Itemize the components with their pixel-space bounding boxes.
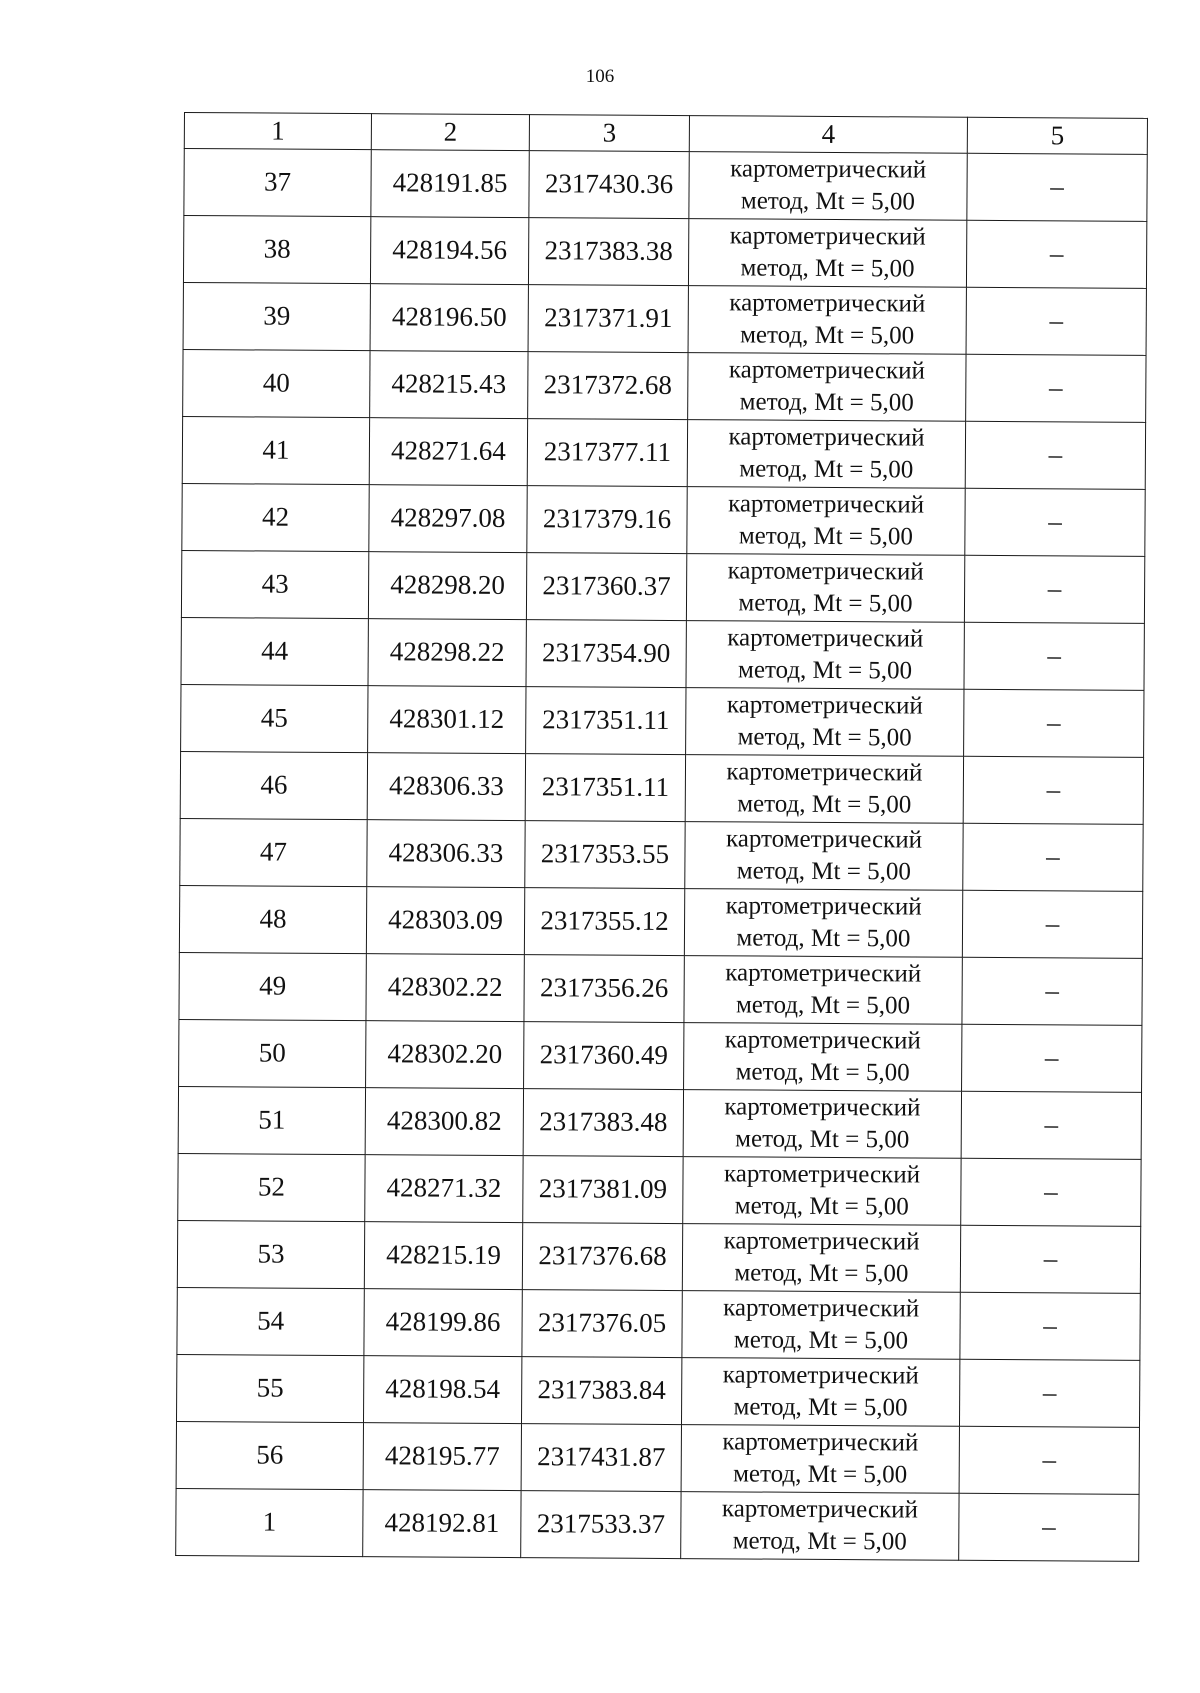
note-cell: –	[964, 622, 1144, 690]
method-cell	[686, 621, 964, 690]
point-number-cell: 40	[183, 349, 370, 417]
x-coordinate-cell: 428199.86	[364, 1289, 522, 1357]
method-line-2: метод, Mt = 5,00	[733, 1326, 909, 1355]
note-cell: –	[965, 421, 1145, 489]
method-line-2: метод, Mt = 5,00	[740, 254, 915, 283]
method-line-2: метод, Mt = 5,00	[737, 656, 913, 685]
y-coordinate-cell: 2317376.05	[522, 1290, 682, 1358]
x-coordinate-cell: 428303.09	[366, 887, 524, 955]
table-row	[183, 282, 1146, 355]
method-line-1: картометрический	[724, 1026, 921, 1055]
note-cell: –	[966, 354, 1146, 422]
x-coordinate-cell: 428191.85	[371, 150, 529, 218]
method-line-2: метод, Mt = 5,00	[740, 187, 916, 216]
note-cell: –	[964, 555, 1144, 623]
note-cell: –	[959, 1493, 1139, 1561]
method-cell	[682, 1291, 960, 1360]
table-row	[178, 1153, 1141, 1226]
header-cell-2: 2	[371, 114, 529, 151]
method-line-2: метод, Mt = 5,00	[732, 1527, 907, 1556]
point-number-cell: 56	[176, 1421, 363, 1489]
table-row	[183, 216, 1146, 289]
method-cell	[684, 1023, 962, 1092]
method-cell	[685, 822, 963, 891]
table-row	[179, 952, 1142, 1025]
table-row	[183, 349, 1146, 422]
note-cell: –	[962, 957, 1142, 1025]
method-line-1: картометрический	[730, 155, 927, 184]
method-line-2: метод, Mt = 5,00	[734, 1192, 909, 1221]
table-row	[179, 885, 1142, 958]
table-row	[182, 416, 1145, 489]
method-line-2: метод, Mt = 5,00	[737, 790, 912, 819]
method-line-2: метод, Mt = 5,00	[737, 723, 912, 752]
point-number-cell: 41	[182, 416, 369, 484]
header-cell-4: 4	[689, 116, 967, 154]
method-line-1: картометрический	[725, 892, 922, 921]
y-coordinate-cell: 2317431.87	[521, 1424, 681, 1492]
method-line-1: картометрический	[729, 222, 926, 251]
method-line-2: метод, Mt = 5,00	[735, 1125, 910, 1154]
note-cell: –	[963, 756, 1143, 824]
point-number-cell: 44	[181, 617, 368, 685]
table-row	[177, 1287, 1140, 1360]
x-coordinate-cell: 428297.08	[369, 485, 527, 553]
y-coordinate-cell: 2317379.16	[527, 486, 687, 554]
method-cell	[688, 219, 966, 288]
point-number-cell: 52	[178, 1153, 365, 1221]
header-cell-5: 5	[967, 117, 1147, 154]
method-line-1: картометрический	[727, 624, 924, 653]
y-coordinate-cell: 2317430.36	[529, 151, 689, 219]
method-line-2: метод, Mt = 5,00	[735, 1058, 910, 1087]
header-cell-3: 3	[529, 115, 689, 152]
note-cell: –	[966, 287, 1146, 355]
point-number-cell: 55	[177, 1354, 364, 1422]
x-coordinate-cell: 428215.43	[370, 351, 528, 419]
method-cell	[688, 286, 966, 355]
y-coordinate-cell: 2317360.49	[524, 1022, 684, 1090]
x-coordinate-cell: 428306.33	[367, 820, 525, 888]
method-cell	[681, 1425, 959, 1494]
method-line-1: картометрический	[726, 758, 923, 787]
method-line-1: картометрический	[728, 490, 925, 519]
method-cell	[688, 353, 966, 422]
header-cell-1: 1	[184, 113, 371, 150]
point-number-cell: 37	[184, 149, 371, 217]
point-number-cell: 45	[181, 684, 368, 752]
note-cell: –	[960, 1292, 1140, 1360]
method-line-1: картометрический	[729, 289, 926, 318]
x-coordinate-cell: 428306.33	[367, 753, 525, 821]
note-cell: –	[959, 1426, 1139, 1494]
method-line-2: метод, Mt = 5,00	[736, 857, 911, 886]
method-line-1: картометрический	[722, 1428, 919, 1457]
method-line-1: картометрический	[721, 1495, 919, 1524]
y-coordinate-cell: 2317371.91	[528, 285, 688, 353]
y-coordinate-cell: 2317351.11	[525, 754, 685, 822]
method-line-2: метод, Mt = 5,00	[736, 924, 911, 953]
x-coordinate-cell: 428196.50	[370, 284, 528, 352]
note-cell: –	[962, 890, 1142, 958]
page-number: 106	[585, 66, 615, 87]
y-coordinate-cell: 2317351.11	[526, 687, 686, 755]
point-number-cell: 38	[183, 216, 370, 284]
method-line-1: картометрический	[723, 1294, 920, 1323]
point-number-cell: 46	[180, 751, 367, 819]
x-coordinate-cell: 428298.20	[368, 552, 526, 620]
y-coordinate-cell: 2317360.37	[526, 553, 686, 621]
y-coordinate-cell: 2317381.09	[523, 1156, 683, 1224]
note-cell: –	[959, 1359, 1139, 1427]
table-row	[176, 1488, 1139, 1561]
y-coordinate-cell: 2317383.48	[523, 1089, 683, 1157]
table-row	[179, 1019, 1142, 1092]
coordinates-table	[175, 112, 1148, 1562]
method-line-2: метод, Mt = 5,00	[740, 321, 915, 350]
method-cell	[684, 889, 962, 958]
note-cell: –	[961, 1091, 1141, 1159]
method-cell	[682, 1224, 960, 1293]
table-row	[178, 1086, 1141, 1159]
y-coordinate-cell: 2317372.68	[528, 352, 688, 420]
note-cell: –	[962, 1024, 1142, 1092]
table-row	[182, 483, 1145, 556]
note-cell: –	[960, 1225, 1140, 1293]
table-row	[177, 1220, 1140, 1293]
point-number-cell: 50	[179, 1019, 366, 1087]
x-coordinate-cell: 428300.82	[365, 1088, 523, 1156]
method-line-1: картометрический	[724, 1093, 921, 1122]
method-line-1: картометрический	[725, 959, 922, 988]
x-coordinate-cell: 428192.81	[363, 1490, 521, 1558]
method-line-1: картометрический	[728, 423, 925, 452]
y-coordinate-cell: 2317377.11	[527, 419, 687, 487]
point-number-cell: 42	[182, 483, 369, 551]
x-coordinate-cell: 428271.64	[369, 418, 527, 486]
method-line-2: метод, Mt = 5,00	[733, 1393, 908, 1422]
method-line-1: картометрический	[722, 1361, 919, 1390]
table-row	[176, 1421, 1139, 1494]
point-number-cell: 1	[176, 1488, 363, 1556]
table-row	[180, 818, 1143, 891]
method-cell	[681, 1492, 959, 1561]
point-number-cell: 51	[178, 1086, 365, 1154]
method-cell	[685, 755, 963, 824]
y-coordinate-cell: 2317354.90	[526, 620, 686, 688]
method-line-2: метод, Mt = 5,00	[735, 991, 911, 1020]
note-cell: –	[961, 1158, 1141, 1226]
method-line-1: картометрический	[726, 691, 923, 720]
table-body	[176, 149, 1148, 1562]
point-number-cell: 39	[183, 282, 370, 350]
method-line-2: метод, Mt = 5,00	[734, 1259, 909, 1288]
method-line-1: картометрический	[723, 1227, 920, 1256]
point-number-cell: 53	[177, 1220, 364, 1288]
table-row	[181, 684, 1144, 757]
y-coordinate-cell: 2317383.84	[521, 1357, 681, 1425]
method-cell	[681, 1358, 959, 1427]
table-row	[184, 149, 1147, 222]
y-coordinate-cell: 2317383.38	[528, 218, 688, 286]
y-coordinate-cell: 2317376.68	[522, 1223, 682, 1291]
method-line-2: метод, Mt = 5,00	[733, 1460, 908, 1489]
method-cell	[689, 152, 967, 221]
note-cell: –	[966, 220, 1146, 288]
table-row	[180, 751, 1143, 824]
y-coordinate-cell: 2317533.37	[521, 1491, 681, 1559]
x-coordinate-cell: 428301.12	[368, 686, 526, 754]
x-coordinate-cell: 428302.20	[366, 1021, 524, 1089]
note-cell: –	[964, 689, 1144, 757]
point-number-cell: 54	[177, 1287, 364, 1355]
method-cell	[686, 554, 964, 623]
table-row	[177, 1354, 1140, 1427]
method-line-1: картометрический	[723, 1160, 921, 1189]
method-line-1: картометрический	[727, 557, 924, 586]
method-cell	[683, 1090, 961, 1159]
x-coordinate-cell: 428195.77	[363, 1423, 521, 1491]
y-coordinate-cell: 2317353.55	[525, 821, 685, 889]
y-coordinate-cell: 2317356.26	[524, 955, 684, 1023]
method-cell	[683, 1157, 961, 1226]
method-line-2: метод, Mt = 5,00	[739, 388, 914, 417]
table-row	[181, 550, 1144, 623]
point-number-cell: 49	[179, 952, 366, 1020]
method-cell	[686, 688, 964, 757]
point-number-cell: 47	[180, 818, 367, 886]
method-line-1: картометрический	[725, 825, 923, 854]
x-coordinate-cell: 428215.19	[364, 1222, 522, 1290]
method-line-2: метод, Mt = 5,00	[738, 589, 913, 618]
method-line-2: метод, Mt = 5,00	[739, 455, 914, 484]
method-cell	[684, 956, 962, 1025]
table-header-row	[184, 113, 1147, 155]
method-line-1: картометрический	[728, 356, 925, 385]
y-coordinate-cell: 2317355.12	[524, 888, 684, 956]
note-cell: –	[967, 153, 1147, 221]
note-cell: –	[965, 488, 1145, 556]
note-cell: –	[963, 823, 1143, 891]
point-number-cell: 43	[181, 550, 368, 618]
x-coordinate-cell: 428298.22	[368, 619, 526, 687]
method-cell	[687, 487, 965, 556]
point-number-cell: 48	[179, 885, 366, 953]
method-line-2: метод, Mt = 5,00	[738, 522, 914, 551]
method-cell	[687, 420, 965, 489]
x-coordinate-cell: 428302.22	[366, 954, 524, 1022]
table-row	[181, 617, 1144, 690]
x-coordinate-cell: 428271.32	[365, 1155, 523, 1223]
x-coordinate-cell: 428194.56	[370, 217, 528, 285]
x-coordinate-cell: 428198.54	[363, 1356, 521, 1424]
